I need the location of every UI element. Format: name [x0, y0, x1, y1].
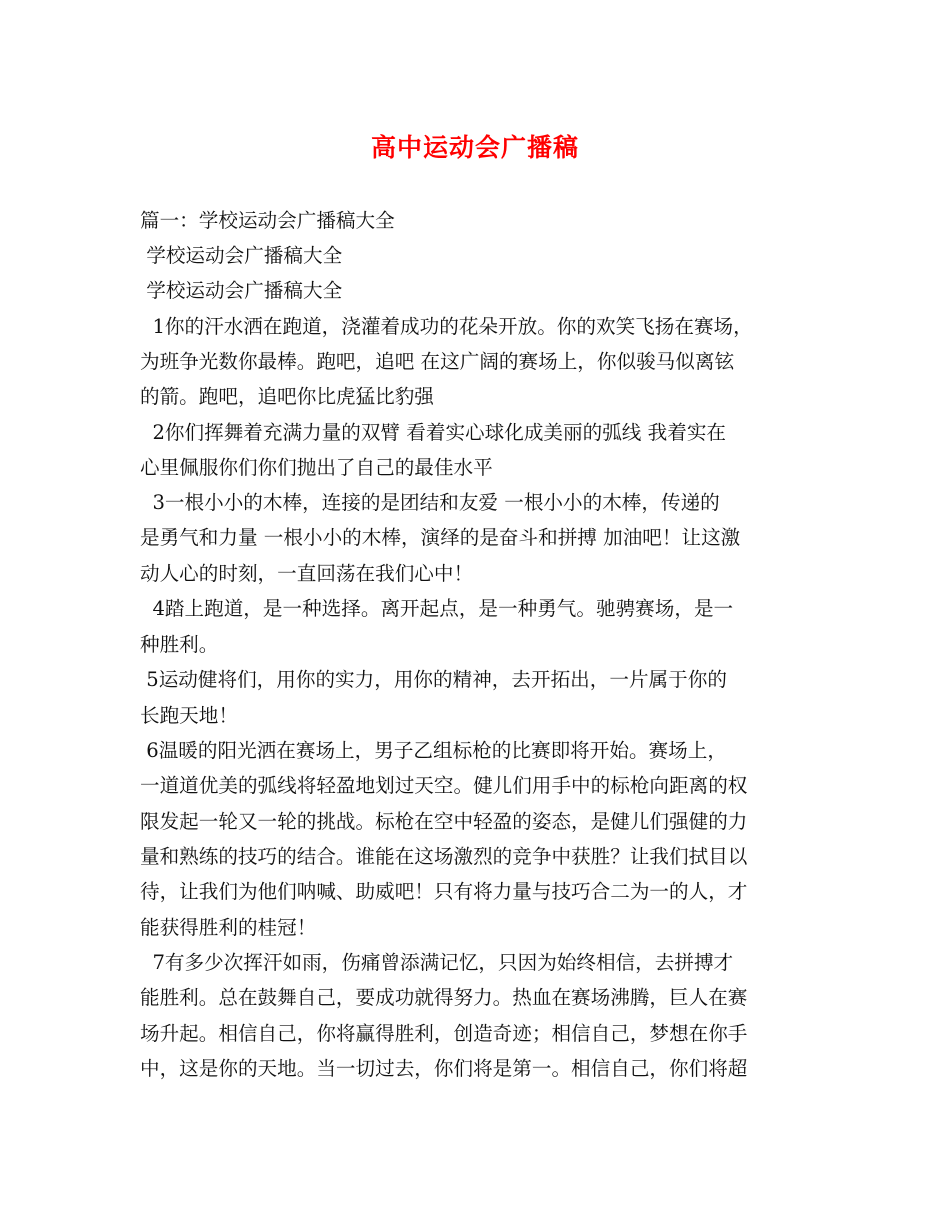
text-line: 的箭。跑吧，追吧你比虎猛比豹强	[140, 385, 434, 408]
text-line: 是勇气和力量 一根小小的木棒，演绎的是奋斗和拼搏 加油吧！让这激	[140, 526, 741, 549]
text-line: 待，让我们为他们呐喊、助威吧！只有将力量与技巧合二为一的人，才	[140, 880, 748, 903]
text-line: 种胜利。	[140, 633, 219, 656]
text-line: 中，这是你的天地。当一切过去，你们将是第一。相信自己，你们将超	[140, 1057, 748, 1080]
text-line: 一道道优美的弧线将轻盈地划过天空。健儿们用手中的标枪向距离的权	[140, 774, 748, 797]
text-line: 能胜利。总在鼓舞自己，要成功就得努力。热血在赛场沸腾，巨人在赛	[140, 986, 748, 1009]
text-line: 心里佩服你们你们抛出了自己的最佳水平	[140, 456, 493, 479]
text-line: 学校运动会广播稿大全	[140, 279, 343, 302]
text-line: 限发起一轮又一轮的挑战。标枪在空中轻盈的姿态，是健儿们强健的力	[140, 810, 748, 833]
text-line: 场升起。相信自己，你将赢得胜利，创造奇迹；相信自己，梦想在你手	[140, 1022, 748, 1045]
text-line: 篇一：学校运动会广播稿大全	[140, 209, 395, 232]
text-line: 长跑天地！	[140, 704, 238, 727]
text-line: 7有多少次挥汗如雨，伤痛曾添满记忆，只因为始终相信，去拼搏才	[140, 951, 734, 974]
text-line: 动人心的时刻，一直回荡在我们心中！	[140, 562, 474, 585]
text-line: 1你的汗水洒在跑道，浇灌着成功的花朵开放。你的欢笑飞扬在赛场，	[140, 315, 753, 338]
text-line: 量和熟练的技巧的结合。谁能在这场激烈的竞争中获胜？让我们拭目以	[140, 845, 748, 868]
text-line: 6温暖的阳光洒在赛场上，男子乙组标枪的比赛即将开始。赛场上，	[140, 739, 727, 762]
text-line: 能获得胜利的桂冠！	[140, 916, 317, 939]
text-line: 5运动健将们，用你的实力，用你的精神，去开拓出，一片属于你的	[140, 668, 727, 691]
text-line: 4踏上跑道，是一种选择。离开起点，是一种勇气。驰骋赛场，是一	[140, 597, 734, 620]
page-title: 高中运动会广播稿	[370, 133, 579, 162]
text-line: 为班争光数你最棒。跑吧，追吧 在这广阔的赛场上，你似骏马似离铉	[140, 350, 735, 373]
text-line: 3一根小小的木棒，连接的是团结和友爱 一根小小的木棒，传递的	[140, 491, 720, 514]
text-line: 2你们挥舞着充满力量的双臂 看着实心球化成美丽的弧线 我着实在	[140, 421, 727, 444]
text-line: 学校运动会广播稿大全	[140, 244, 343, 267]
